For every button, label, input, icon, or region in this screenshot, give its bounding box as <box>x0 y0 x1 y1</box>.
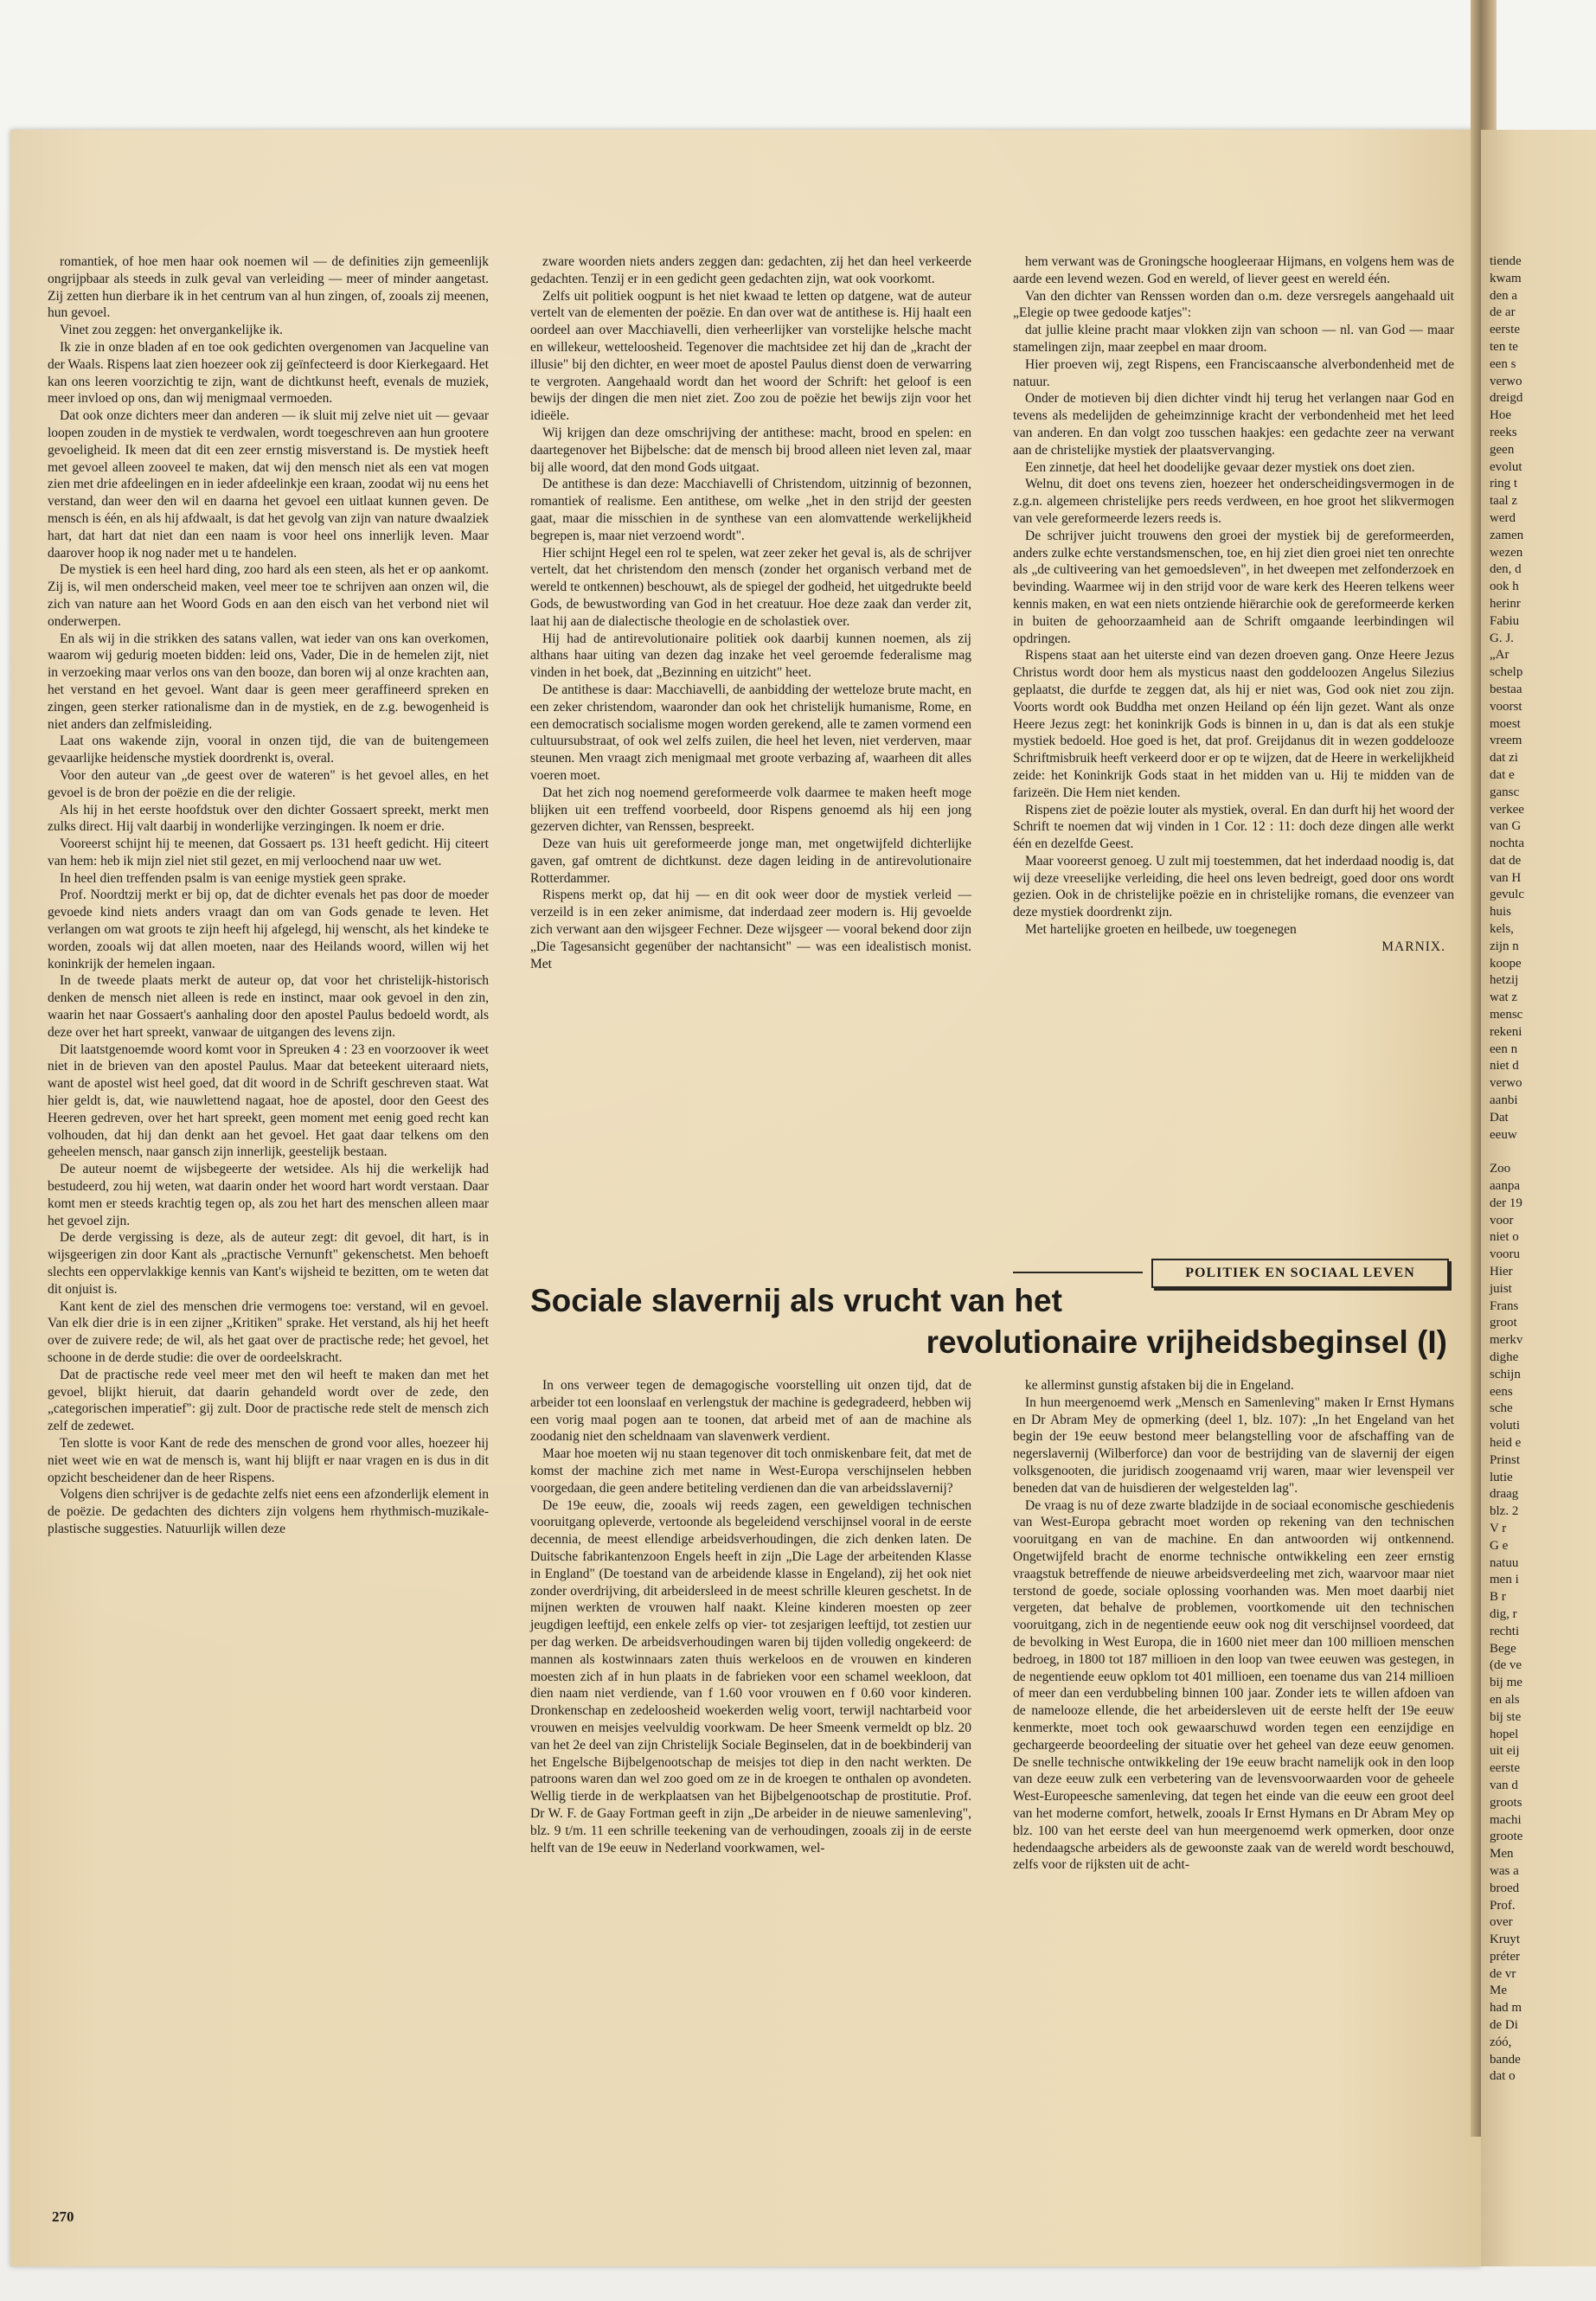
next-page-fragment: ring t <box>1490 477 1518 491</box>
paragraph: In heel dien treffenden psalm is van eenige mystiek geen sprake. <box>60 870 407 886</box>
next-page-fragment: (de ve <box>1490 1658 1522 1673</box>
next-page-fragment: gevulc <box>1490 888 1524 902</box>
next-page-fragment <box>1481 1144 1596 1161</box>
next-page-fragment: groots <box>1490 1795 1522 1810</box>
next-page-fragment: merkv <box>1490 1333 1523 1348</box>
next-page-fragment: lutie <box>1490 1470 1513 1484</box>
next-page-fragment: de ar <box>1490 305 1516 320</box>
paragraph: Met hartelijke groeten en heilbede, uw toegenegen <box>1025 922 1297 938</box>
next-page-fragment: heid e <box>1490 1435 1522 1450</box>
next-page-fragment: zijn n <box>1490 939 1519 953</box>
paragraph: In de tweede plaats merkt de auteur op, dat voor het christelijk-historisch denken de mensch niet alleen is rede en instinct, maar ook gevoel in den zin, waarin het naar Gossaert's aanhaling door den apostel Paulus bedoeld wordt, als deze over het hart spreekt, vanwaar de uitgangen des levens zijn. <box>48 973 489 1040</box>
next-page-fragment: kels, <box>1490 922 1514 937</box>
next-page-fragment: „Ar <box>1490 648 1509 663</box>
paragraph: Hij had de antirevolutionaire politiek ook daarbij kunnen noemen, als zij althans haar uiting van dezen dag inzake het veel geroemde federalisme mag vinden in het boek, dat „Bezinning en uitzicht" heet. <box>530 631 971 681</box>
paragraph: De 19e eeuw, die, zooals wij reeds zagen, een geweldigen technischen vooruitgang opleverde, vertoonde als begeleidend verschijnsel vooral in de eerste decennia, de meest ellendige arbeidsverhoudingen, die zich denken laten. De Duitsche fabrikantenzoon Engels heeft in zijn „Die Lage der arbeitenden Klasse in England" (De toestand van de arbeidende klasse in Engeland), zij het ook niet zonder overdrijving, dit arbeidersleed in de meest schrille kleuren geschetst. In de mijnen werkten de vrouwen half naakt. Kleine kinderen moesten op zeer jeugdigen leeftijd, een enkele zelfs op vier- tot zesjarigen leeftijd, tot zestien uur per dag werken. De arbeidsverhoudingen waren bij tijden volledig ongekeerd: de mannen als kostwinnaars zaten thuis werkeloos en de vrouwen en kinderen moesten zich af in hun plaats in de fabrieken voor een schamel weekloon, dat dien naam niet verdiende, van f 1.60 voor vrouwen en f 0.60 voor kinderen. Dronkenschap en zedeloosheid woekerden welig voort, terwijl nachtarbeid voor vrouwen en meisjes veelvuldig voorkwam. De heer Smeenk vermeldt op blz. 20 van het 2e deel van zijn Christelijk Sociale Beginselen, dat in de boekbinderij van het Engelsche Bijbelgenootschap de meisjes tot diep in den nacht werkten. De patroons waren dan wel zoo goed om ze in de kroegen te onthalen op avondeten. Wellig tierde in de werkplaatsen van het Bijbelgenootschap de prostitutie. Prof. Dr W. F. de Gaay Fortman geeft in zijn „De arbeider in de nieuwe samenleving", blz. 9 t/m. 11 een schrille teekening van de verhoudingen, zooals zij in de eerste helft van de 19e eeuw in Nederland voorkwamen, wel- <box>530 1497 971 1856</box>
paragraph: De mystiek is een heel hard ding, zoo hard als een steen, als het er op aankomt. Zij is, wil men onderscheid maken, veel meer toe te schrijven aan onzen wil, die zich van nature aan het Woord Gods en aan den eisch van het verbond niet wil onderwerpen. <box>48 562 489 629</box>
paragraph: De auteur noemt de wijsbegeerte der wetsidee. Als hij die werkelijk had bestudeerd, zou hij weten, wat daarin onder het woord hart wordt verstaan. Daar komt men er steeds krachtig tegen op, als zou het hart des menschen alleen maar het gevoel zijn. <box>48 1162 489 1228</box>
paragraph: Rispens ziet de poëzie louter als mystiek, overal. En dan durft hij het woord der Schrift te noemen dat wij vinden in 1 Cor. 12 : 11: doch deze dingen alle werkt één en dezelfde Geest. <box>1013 802 1454 852</box>
next-page-fragment: schijn <box>1490 1367 1521 1381</box>
next-page-fragment: bij ste <box>1490 1709 1522 1724</box>
next-page-fragment: wezen <box>1490 545 1523 560</box>
next-page-fragment: moest <box>1490 716 1521 731</box>
article-headline <box>530 1280 1454 1363</box>
next-page-fragment: een s <box>1490 356 1516 371</box>
next-page-fragment: voluti <box>1490 1419 1521 1433</box>
next-page-fragment: zóó, <box>1490 2035 1512 2049</box>
section-label: POLITIEK EN SOCIAAL LEVEN <box>1151 1259 1449 1288</box>
next-page-text <box>1481 253 1596 2086</box>
next-page-fragment: Hier <box>1490 1265 1513 1279</box>
paragraph: Rispens staat aan het uiterste eind van dezen droeven gang. Onze Heere Jezus Christus wordt door hem als mysticus naast den goddeloozen Angelus Silezius geplaatst, die durfde te zeggen dat, als hij er niet was, God ook niet zou zijn. Voorts wordt ook Buddha met onzen Heiland op één lijn gezet. Want als onze Heere Jezus zegt: het koninkrijk Gods is binnen in u, dan is dat als een stukje mystiek bedoeld. Hoe goed is het, dat prof. Greijdanus dit in wezen goddelooze Schriftmisbruik heeft verkeerd door er op te wijzen, dat de Heere in werkelijkheid zeide: het Koninkrijk Gods staat in het midden van u. Hij te midden van de farizeën. Die Hem niet kenden. <box>1013 648 1454 800</box>
article-column-c <box>1013 1377 1454 1874</box>
next-page-fragment: vreem <box>1490 734 1522 748</box>
next-page-fragment: natuu <box>1490 1555 1519 1570</box>
next-page-fragment: rekeni <box>1490 1024 1522 1039</box>
next-page-fragment: gansc <box>1490 785 1520 799</box>
paragraph: Ik zie in onze bladen af en toe ook gedichten overgenomen van Jacqueline van der Waals. Rispens laat zien hoezeer ook zij geïnfecteerd is door Kierkegaard. Het kan ons leeren voorzichtig te zijn, want de dichtkunst heeft, evenals de muziek, meer invloed op ons, dan wij menigmaal vermoeden. <box>48 339 489 407</box>
next-page-fragment: juist <box>1490 1281 1512 1296</box>
paragraph: En als wij in die strikken des satans vallen, wat ieder van ons kan overkomen, waarom wij gedurig moeten bidden: leid ons, Vader, Die in de hemelen zijt, niet in verzoeking maar verlos ons van den booze, dan boren wij al onze krachten aan, het verstand en het gevoel. Want daar is geen meer geraffineerd spreken en zingen, geen sterker rationalisme dan in de mystiek, en de z.g. bewogenheid is niet anders dan zelfmisleiding. <box>48 631 489 732</box>
next-page-fragment: sche <box>1490 1401 1513 1416</box>
paragraph: De antithese is dan deze: Macchiavelli of Christendom, uitzinnig of bezonnen, romantiek of realisme. Een antithese, om welke „het in den strijd der geesten gaat, maar die misschien in de synthese van een alomvattende werkelijkheid begrepen is, maar niet verzoend wordt". <box>530 477 971 543</box>
next-page-fragment: de Di <box>1490 2018 1518 2033</box>
next-page-fragment: den a <box>1490 288 1518 303</box>
paragraph: Hier proeven wij, zegt Rispens, een Franciscaansche alverbondenheid met de natuur. <box>1013 356 1454 389</box>
paragraph: Van den dichter van Renssen worden dan o.m. deze versregels aangehaald uit „Elegie op twee gedoode katjes": <box>1013 288 1454 321</box>
next-page-fragment: verwo <box>1490 1076 1522 1091</box>
paragraph: Maar vooreerst genoeg. U zult mij toestemmen, dat het inderdaad noodig is, dat wij deze vreeselijke verleiding, die heel ons leven bedreigt, goed door ons wordt gezien. Ook in de christelijke poëzie en in christelijke romans, die evenzeer van deze mystiek doordrenkt zijn. <box>1013 853 1454 920</box>
paragraph: Maar hoe moeten wij nu staan tegenover dit toch onmiskenbare feit, dat met de komst der machine zich met name in West-Europa verschijnselen hebben voorgedaan, die geen andere betiteling verdienen dan die van arbeidsslavernij? <box>530 1446 971 1496</box>
article-column-b <box>530 1377 971 1856</box>
next-page-fragment: had m <box>1490 2001 1522 2016</box>
headline-line-1: Sociale slavernij als vrucht van het <box>530 1283 1062 1318</box>
paragraph: De derde vergissing is deze, als de auteur zegt: dit gevoel, dit hart, is in wijsgeerigen zin door Kant als „practische Vernunft" gekenschetst. Men behoeft slechts een oppervlakkige kennis van Kant's wijsheid te bezitten, om te weten dat dit onjuist is. <box>48 1230 489 1297</box>
paragraph: Ten slotte is voor Kant de rede des menschen de grond voor alles, hoezeer hij niet weet wie en wat de mensch is, want hij blijft er naar vragen en is dus in dit opzicht bescheidener dan de heer Rispens. <box>48 1435 489 1485</box>
next-page-fragment: aanbi <box>1490 1093 1518 1108</box>
paragraph: In hun meergenoemd werk „Mensch en Samenleving" maken Ir Ernst Hymans en Dr Abram Mey de opmerking (deel 1, blz. 107): „In het Engeland van het begin der 19e eeuw bestond meer belangstelling voor de afschaffing van de negerslavernij (Wilberforce) dan voor de bestrijding van de slavernij der eigen volksgenooten, die juridisch zoogenaamd vrij waren, maar wier levenspeil ver beneden dat van de huisdieren der welgestelden lag". <box>1013 1394 1454 1496</box>
next-page-fragment: G e <box>1490 1538 1509 1553</box>
paragraph: Dit laatstgenoemde woord komt voor in Spreuken 4 : 23 en voorzoover ik weet niet in de brieven van den apostel Paulus. Maar dat beteekent uiteraard niets, want de apostel wist heel goed, dat dit woord in de Schrift geschreven staat. Wat hier geldt is, dat, wie nauwlettend nagaat, hoe de apostel, door den Geest des Heeren gedreven, over het hart spreekt, geen moment met eenig goed recht kan volhouden, dat hij dan denkt aan het gevoel. Het gaat daar telkens om den geheelen mensch, naar gansch zijn innerlijk, geestelijk bestaan. <box>48 1042 489 1160</box>
next-page-fragment: Zoo <box>1490 1162 1511 1176</box>
next-page-fragment: rechti <box>1490 1624 1520 1638</box>
next-page-fragment: wat z <box>1490 990 1518 1005</box>
next-page-fragment: verwo <box>1490 374 1522 388</box>
next-page-fragment: B r <box>1490 1590 1506 1605</box>
next-page-fragment: dighe <box>1490 1350 1519 1364</box>
next-page-fragment: blz. 2 <box>1490 1504 1519 1519</box>
next-page-fragment: hetzij <box>1490 973 1519 988</box>
next-page-fragment: werd <box>1490 510 1516 525</box>
next-page-fragment: herinr <box>1490 596 1521 611</box>
next-page-fragment: eeuw <box>1490 1127 1517 1142</box>
next-page-fragment: evolut <box>1490 459 1522 474</box>
next-page-fragment: een n <box>1490 1042 1518 1056</box>
paragraph: Een zinnetje, dat heel het doodelijke gevaar dezer mystiek ons doet zien. <box>1025 459 1415 475</box>
paragraph: In ons verweer tegen de demagogische voorstelling uit onzen tijd, dat de arbeider tot een loonslaaf en verlengstuk der machine is gedegradeerd, hebben wij een vorig maal pogen aan te toonen, dat arbeid met of aan de machine als zoodanig niet den scheldnaam van slavenwerk verdient. <box>530 1378 971 1445</box>
paragraph: Volgens dien schrijver is de gedachte zelfs niet eens een afzonderlijk element in de poëzie. De gedachten des dichters zijn volgens hem rhythmisch-muzikale-plastische suggesties. Natuurlijk willen deze <box>48 1487 489 1536</box>
section-rule <box>1013 1272 1143 1273</box>
next-page-fragment: over <box>1490 1915 1513 1930</box>
next-page-fragment: uit eij <box>1490 1744 1520 1759</box>
next-page-fragment: draag <box>1490 1487 1519 1502</box>
next-page-fragment: Kruyt <box>1490 1932 1520 1947</box>
next-page-fragment: Frans <box>1490 1298 1519 1313</box>
paragraph: Dat de practische rede veel meer met den wil heeft te maken dan met het gevoel, blijkt hieruit, dat daarin gehandeld wordt over de zede, den „categorischen imperatief": gij zult. Door de practische rede stelt de mensch zich zelf de zedewet. <box>48 1367 489 1434</box>
next-page-fragment: aanpa <box>1490 1179 1520 1194</box>
next-page-fragment: niet o <box>1490 1230 1519 1245</box>
next-page-fragment: Bege <box>1490 1641 1516 1656</box>
next-page-fragment: de vr <box>1490 1966 1516 1981</box>
paragraph: ke allerminst gunstig afstaken bij die in Engeland. <box>1025 1378 1294 1393</box>
paragraph: Als hij in het eerste hoofdstuk over den dichter Gossaert spreekt, merkt men zulks direct. Hij valt daarbij in wonderlijke verzingingen. Ik noem er drie. <box>48 802 489 835</box>
next-page-fragment: dig, r <box>1490 1606 1517 1621</box>
next-page-fragment: van H <box>1490 870 1522 885</box>
paragraph: Wij krijgen dan deze omschrijving der antithese: macht, brood en spelen: en daartegenover het Bijbelsche: dat de mensch bij brood alleen niet leven zal, maar bij alle woord, dat den mond Gods uitgaat. <box>530 425 971 475</box>
paragraph: Kant kent de ziel des menschen drie vermogens toe: verstand, wil en gevoel. Van elk dier drie is in een zijner „Kritiken" sprake. Het verstand, als hij het heeft over de zuivere rede; de wil, als het gaat over de practische rede; het gevoel, het schoone in de derde studie: die over de oordeelskracht. <box>48 1298 489 1365</box>
next-page-fragment: nochta <box>1490 836 1524 851</box>
next-page-fragment: tiende <box>1490 254 1522 268</box>
next-page-fragment: van d <box>1490 1778 1518 1792</box>
page-number: 270 <box>52 2208 74 2225</box>
next-page-fragment: koope <box>1490 956 1522 971</box>
next-page-fragment: Dat <box>1490 1110 1509 1125</box>
next-page-fragment: huis <box>1490 905 1512 920</box>
next-page-fragment: eens <box>1490 1384 1513 1399</box>
paragraph: Hier schijnt Hegel een rol te spelen, wat zeer zeker het geval is, als de schrijver vertelt, dat het christendom den mensch (zonder het organisch verband met de wereld te ontkennen) beschouwt, als de spiegel der godheid, het uitgedrukte beeld Gods, de bewustwording van God in het creatuur. Hoe deze zaak dan verder zit, laat hij aan de dialectische theologie en de scholastiek over. <box>530 545 971 629</box>
next-page-fragment: zamen <box>1490 528 1524 542</box>
next-page-fragment: G. J. <box>1490 631 1514 645</box>
signature: MARNIX. <box>1381 939 1445 954</box>
next-page-fragment: men i <box>1490 1573 1519 1587</box>
paragraph: Vooreerst schijnt hij te meenen, dat Gossaert ps. 131 heeft gedicht. Hij citeert van hem: heb ik mijn ziel niet stil gezet, en mij verloochend naar uw wet. <box>48 836 489 868</box>
next-page-fragment: ook h <box>1490 580 1519 594</box>
paragraph: Prof. Noordtzij merkt er bij op, dat de dichter evenals het pas door de moeder gevoede kind niets anders vraagt dan om van Gods genade te leven. Het verlangen om wat groots te zijn heeft hij afgelegd, hij wenscht, als het kindeke te worden, zooals wij dat allen moeten, naar des Heilands woord, willen wij het koninkrijk der hemelen ingaan. <box>48 888 489 971</box>
paragraph: Welnu, dit doet ons tevens zien, hoezeer het onderscheidingsvermogen in de z.g.n. algemeen christelijke pers reeds verdween, en hoe groot het slikvermogen van vele gereformeerde lezers reeds is. <box>1013 477 1454 526</box>
next-page-fragment: ten te <box>1490 339 1518 354</box>
next-page-fragment: dat o <box>1490 2069 1516 2084</box>
next-page-fragment: broed <box>1490 1881 1520 1895</box>
next-page-fragment: hopel <box>1490 1727 1519 1741</box>
paragraph: Laat ons wakende zijn, vooral in onzen tijd, die van de buitengemeen gevaarlijke heidensche mystiek doordrenkt is, overal. <box>48 734 489 766</box>
next-page-fragment: voorst <box>1490 699 1522 714</box>
next-page-fragment: bande <box>1490 2052 1521 2067</box>
next-page-fragment: eerste <box>1490 323 1520 337</box>
paragraph: De schrijver juicht trouwens den groei der mystiek bij de gereformeerden, anders zulke echte verstandsmenschen, toe, en hij ziet dien groei niet ten onrechte als „de cultiveering van het gemoedsleven", in het dweepen met zelfonderzoek en bevinding. Waarmee wij in den strijd voor de ware kerk des Heeren telkens weer kennis maken, en wat een niets ontziende hiërarchie ook de gereformeerde kerken in buiten de gehoorzaamheid aan de Schrift omgaande leerbindingen wil opdringen. <box>1013 528 1454 646</box>
next-page-fragment: Me <box>1490 1984 1507 1998</box>
next-page-fragment: reeks <box>1490 425 1517 439</box>
next-page-fragment: V r <box>1490 1521 1507 1535</box>
next-page-fragment: schelp <box>1490 665 1523 680</box>
next-page-fragment: Fabiu <box>1490 613 1520 628</box>
next-page-fragment: dat e <box>1490 767 1515 782</box>
paragraph: dat jullie kleine pracht maar vlokken zijn van schoon — nl. van God — maar stamelingen zijn, maar zeepbel en maar droom. <box>1013 323 1454 355</box>
paragraph: romantiek, of hoe men haar ook noemen wil — de definities zijn gemeenlijk ongrijpbaar als steeds in zulk geval van verleiding — meer of minder aangetast. Zij zetten hun dierbare ik in het centrum van al hun zingen, of, zooals zij meenen, hun gevoel. <box>48 254 489 321</box>
paragraph: Deze van huis uit gereformeerde jonge man, met ongetwijfeld dichterlijke gaven, gaf omtrent de dichtkunst. deze dagen leiding in de antirevolutionaire Rotterdammer. <box>530 836 971 886</box>
next-page-fragment: vooru <box>1490 1247 1520 1262</box>
next-page-fragment: mensc <box>1490 1008 1523 1022</box>
paragraph: Zelfs uit politiek oogpunt is het niet kwaad te letten op datgene, wat de auteur vertelt van de elementen der poëzie. En dan over wat de antithese is. Hij haalt een oordeel aan over Macchiavelli, dien verheerlijker van vorstelijke helsche macht en willekeur, wetteloosheid. Tegenover die machtsidee zet hij dan de „kracht der illusie" bij den dichter, en weer moet de apostel Paulus dienst doen de verwarring te vergroten. Aangehaald wordt dan het woord der Schrift: het geloof is een bewijs der dingen die men niet ziet. Zoo zou de poëzie het bewijs zijn voor het idieële. <box>530 288 971 424</box>
next-page-fragment: Hoe <box>1490 408 1511 423</box>
column-a <box>48 253 489 1538</box>
column-c <box>1013 253 1454 956</box>
headline-line-2: revolutionaire vrijheidsbeginsel (I) <box>926 1324 1447 1360</box>
paragraph: Vinet zou zeggen: het onvergankelijke ik. <box>60 323 283 338</box>
next-page-fragment: voor <box>1490 1213 1514 1227</box>
paragraph: zware woorden niets anders zeggen dan: gedachten, zij het dan heel verkeerde gedachten. Tenzij er in een gedicht geen gedachten zijn, wat ook voorkomt. <box>530 254 971 286</box>
next-page-fragment: bij me <box>1490 1676 1522 1690</box>
next-page-fragment: eerste <box>1490 1761 1520 1776</box>
next-page-fragment: en als <box>1490 1692 1520 1707</box>
next-page-fragment: kwam <box>1490 271 1522 285</box>
paragraph: Onder de motieven bij dien dichter vindt hij terug het verlangen naar God en tevens als medelijden de geheimzinnige kracht der verbondenheid met het leed van anderen. En dan volgt zoo tusschen haakjes: een gedachte zeer na verwant aan de christelijke mystiek der plaatsvervanging. <box>1013 391 1454 458</box>
next-page-fragment: den, d <box>1490 562 1522 577</box>
paragraph: De antithese is daar: Macchiavelli, de aanbidding der wetteloze brute macht, en een zeker christendom, waaronder dan ook het christelijk humanisme, Rome, en een democratisch socialisme mogen worden gerekend, alle te zamen vormend een cultuursubstraat, of ook wel zelfs zuilen, die heel het leven, niet verderven, maar steunen. Men vraagt zich menigmaal met groote verbazing af, waarheen dit alles voeren moet. <box>530 682 971 783</box>
paragraph: De vraag is nu of deze zwarte bladzijde in de sociaal economische geschiedenis van West-Europa gebracht moet worden op rekening van den technischen vooruitgang en van de machine. En dan antwoorden wij ontkennend. Ongetwijfeld bracht de enorme technische ontwikkeling een zeer ernstig vraagstuk betreffende de nieuwe arbeidsverdeeling met zich, waarvoor maar niet terstond de goede, sociale oplossing voorhanden was. Men moet daarbij niet vergeten, dat behalve de problemen, voortkomende uit den technischen vooruitgang, zich in de negentiende eeuw ook nog dit verschijnsel voordeed, dat de bevolking in West Europa, die in 1600 niet meer dan 100 millioen menschen bedroeg, in 1800 tot 187 millioen in den loop van twee eeuwen was gestegen, in de negentiende eeuw opklom tot 401 millioen, een toename dus van 214 millioen of meer dan een verdubbeling binnen 100 jaar. Zonder iets te willen afdoen van de namelooze ellende, die het arbeidersleven uit de eerste helft der 19e eeuw kenmerkte, moet toch ook gewaarschuwd worden tegen een eenzijdige en gechargeerde beoordeeling der situatie over het geheel van deze eeuw genomen. De snelle technische ontwikkeling der 19e eeuw bracht namelijk ook in den loop van deze eeuw zulk een verbetering van de levensvoorwaarden voor de geheele West-Europeesche samenleving, dat tegen het einde van die eeuw een groot deel van het moderne comfort, hetwelk, zooals Ir Ernst Hymans en Dr Abram Mey op blz. 100 van het eerste deel van hun meergenoemd werk opmerken, door onze hedendaagsche arbeiders als de gewoonste zaak van de wereld wordt beschouwd, zelfs voor de rijksten uit de acht- <box>1013 1497 1454 1873</box>
next-page-fragment: dat zi <box>1490 751 1518 766</box>
paragraph: Dat ook onze dichters meer dan anderen — ik sluit mij zelve niet uit — gevaar loopen zouden in de mystiek te verdwalen, wordt toegeschreven aan hun grootere gevoeligheid. Ik meen dat dit een zeer ernstig misverstand is. De mystiek heeft met gevoel alleen zooveel te maken, dat wij den mensch niet als een vat mogen zien met drie afdeelingen en in ieder afdeelinkje een kraan, zoodat wij nu eens het verstand, dan weer den wil en daarna het gevoel een uitlaat kunnen geven. De mensch is één, en als hij afdwaalt, is dat het gevolg van zijn van nature dwaalziek hart, dat hart dat niet dan een naam is voor heel ons innerlijk leven. Maar daarover hoop ik nog nader met u te handelen. <box>48 408 489 561</box>
next-page-fragment: was a <box>1490 1863 1519 1878</box>
next-page-fragment: niet d <box>1490 1059 1519 1074</box>
paragraph: Rispens merkt op, dat hij — en dit ook weer door de mystiek verleid — verzeild is in een zeker animisme, dat inderdaad zeer modern is. Hij gevoelde zich verwant aan den wijsgeer Fechner. Deze wijsgeer — vooral bekend door zijn „Die Tagesansicht gegenüber der nachtansicht" — was een idealistisch monist. Met <box>530 888 971 971</box>
next-page-fragment: Prinst <box>1490 1452 1521 1467</box>
paragraph: hem verwant was de Groningsche hoogleeraar Hijmans, en volgens hem was de aarde een levend wezen. God en wereld, of liever geest en wereld één. <box>1013 254 1454 286</box>
next-page-fragment: bestaa <box>1490 682 1522 696</box>
paragraph: Dat het zich nog noemend gereformeerde volk daarmee te maken heeft moge blijken uit een treffend voorbeeld, door Rispens genoemd als hij een jong gezerven dichter, van Renssen, bespreekt. <box>530 785 971 835</box>
next-page-fragment: groote <box>1490 1830 1523 1844</box>
column-b <box>530 253 971 972</box>
next-page-fragment: groot <box>1490 1316 1517 1330</box>
next-page-fragment: Men <box>1490 1847 1514 1862</box>
next-page-fragment: préter <box>1490 1949 1520 1964</box>
paragraph: Voor den auteur van „de geest over de wateren" is het gevoel alles, en het gevoel is de bron der poëzie en die der religie. <box>48 767 489 800</box>
next-page-fragment: dat de <box>1490 853 1522 868</box>
next-page-fragment: Prof. <box>1490 1898 1516 1913</box>
next-page-fragment: machi <box>1490 1812 1522 1827</box>
next-page-fragment: van G <box>1490 819 1522 834</box>
next-page-fragment: dreigd <box>1490 391 1523 406</box>
next-page-fragment: geen <box>1490 442 1515 457</box>
next-page-fragment: der 19 <box>1490 1195 1522 1210</box>
next-page-fragment: taal z <box>1490 494 1518 509</box>
next-page-fragment: verkee <box>1490 802 1524 817</box>
